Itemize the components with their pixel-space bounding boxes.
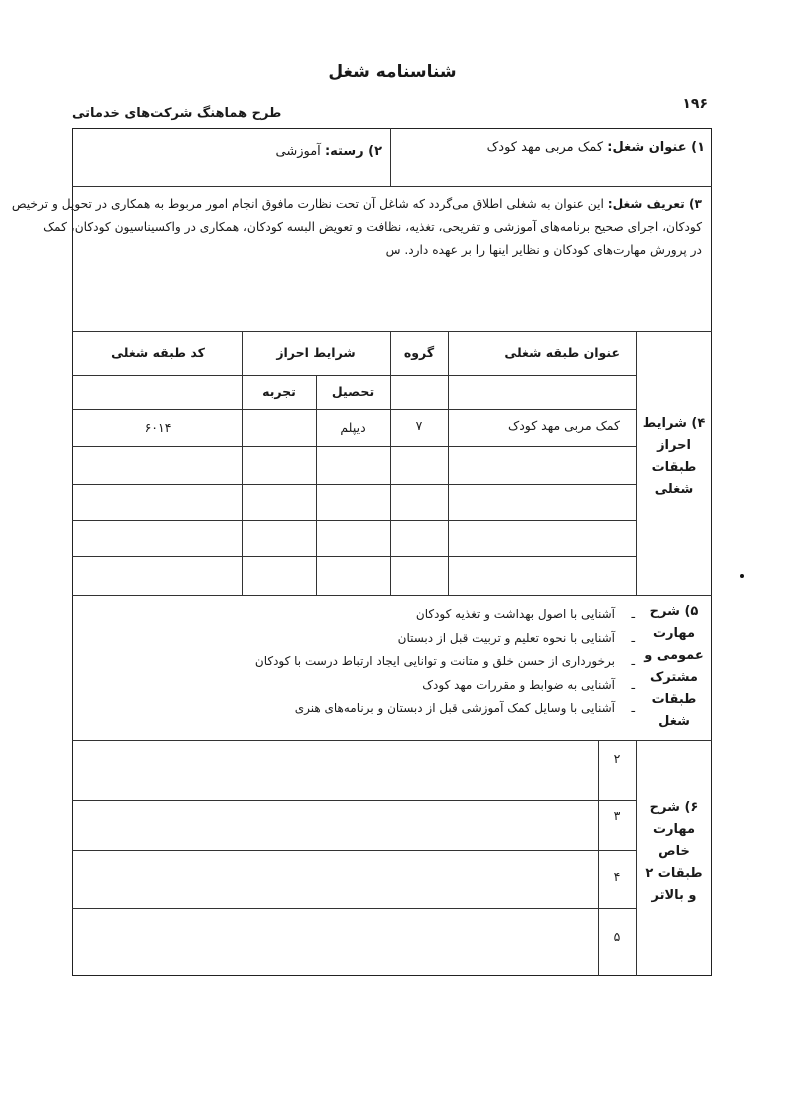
divider-row1 [72, 186, 712, 187]
definition-line-2: کودکان، اجرای صحیح برنامه‌های آموزشی و تفریحی، تغذیه، نظافت و تعویض البسه کودکان، همکاری در واکسیناسیون کودکان، کمک [43, 220, 702, 234]
special-skill-row-number: ۴ [613, 869, 621, 884]
divider-sec6-row2 [72, 800, 636, 801]
definition-label: ۳) تعریف شغل: [607, 197, 702, 211]
header-experience: تجربه [262, 384, 296, 399]
definition-line-3: در پرورش مهارت‌های کودکان و نظایر اینها را بر عهده دارد. س [385, 243, 702, 257]
section6-heading: ۶) شرح مهارت خاص طبقات ۲ و بالاتر [645, 800, 703, 903]
divider-sec4-subheader [72, 409, 636, 410]
divider-sec4-row3 [72, 520, 636, 521]
category-field [276, 144, 383, 159]
category-label: ۲) رسته: [324, 144, 382, 159]
special-skill-row-number: ۵ [613, 929, 621, 944]
divider-sec6 [72, 740, 712, 741]
job-title-value: کمک مربی مهد کودک [486, 140, 604, 155]
section5-heading: ۵) شرح مهارت عمومی و مشترک طبقات شغل [644, 604, 704, 729]
divider-def [72, 331, 712, 332]
job-title-label: ۱) عنوان شغل: [607, 140, 705, 155]
job-title-field [487, 140, 705, 155]
skill-item: ـآشنایی با وسایل کمک آموزشی قبل از دبستان و برنامه‌های هنری [294, 701, 635, 715]
header-requirements: شرایط احراز [276, 345, 356, 360]
divider-sec4-header [72, 375, 636, 376]
divider-sec4-row4 [72, 556, 636, 557]
divider-sec5 [72, 595, 712, 596]
divider-sec6-row4 [72, 908, 636, 909]
skill-item: ـبرخورداری از حسن خلق و متانت و توانایی ایجاد ارتباط درست با کودکان [254, 654, 635, 668]
header-class-title: عنوان طبقه شغلی [504, 345, 620, 360]
divider-sec4-col-title [448, 331, 449, 595]
skill-item: ـآشنایی با اصول بهداشت و تغذیه کودکان [415, 607, 635, 621]
general-skills-list [255, 603, 635, 721]
job-definition [11, 193, 702, 262]
divider-sec4-row2 [72, 484, 636, 485]
header-class-code: کد طبقه شغلی [111, 345, 205, 360]
project-name: طرح هماهنگ شرکت‌های خدماتی [72, 106, 282, 121]
divider-sec4-col-group [390, 331, 391, 595]
section4-heading: ۴) شرایط احراز طبقات شغلی [642, 416, 706, 497]
special-skill-row-number: ۳ [613, 808, 621, 823]
divider-row1-col [390, 128, 391, 186]
page-title: شناسنامه شغل [328, 62, 457, 82]
category-value: آموزشی [275, 144, 321, 159]
skill-item: ـآشنایی با نحوه تعلیم و تربیت قبل از دبستان [397, 630, 635, 645]
cell-group: ۷ [415, 418, 423, 433]
cell-class-title: کمک مربی مهد کودک [508, 418, 620, 433]
special-skill-row-number: ۲ [613, 751, 621, 766]
divider-sec4-col-edu [316, 375, 317, 595]
divider-sec4-row1 [72, 446, 636, 447]
definition-line-1: ۳) تعریف شغل: این عنوان به شغلی اطلاق می‌گردد که شاغل آن تحت نظارت مافوق انجام امور مربوط به همکاری در تحویل و ترخیص [11, 197, 702, 211]
cell-class-code: ۶۰۱۴ [144, 420, 172, 435]
header-group: گروه [403, 345, 435, 360]
scan-speck [740, 574, 744, 578]
divider-sec6-row3 [72, 850, 636, 851]
divider-sec4-col-req [242, 331, 243, 595]
cell-education: دیپلم [340, 420, 366, 435]
header-education: تحصیل [331, 384, 375, 399]
page-number: ۱۹۶ [682, 96, 708, 112]
skill-item: ـآشنایی به ضوابط و مقررات مهد کودک [422, 677, 635, 692]
